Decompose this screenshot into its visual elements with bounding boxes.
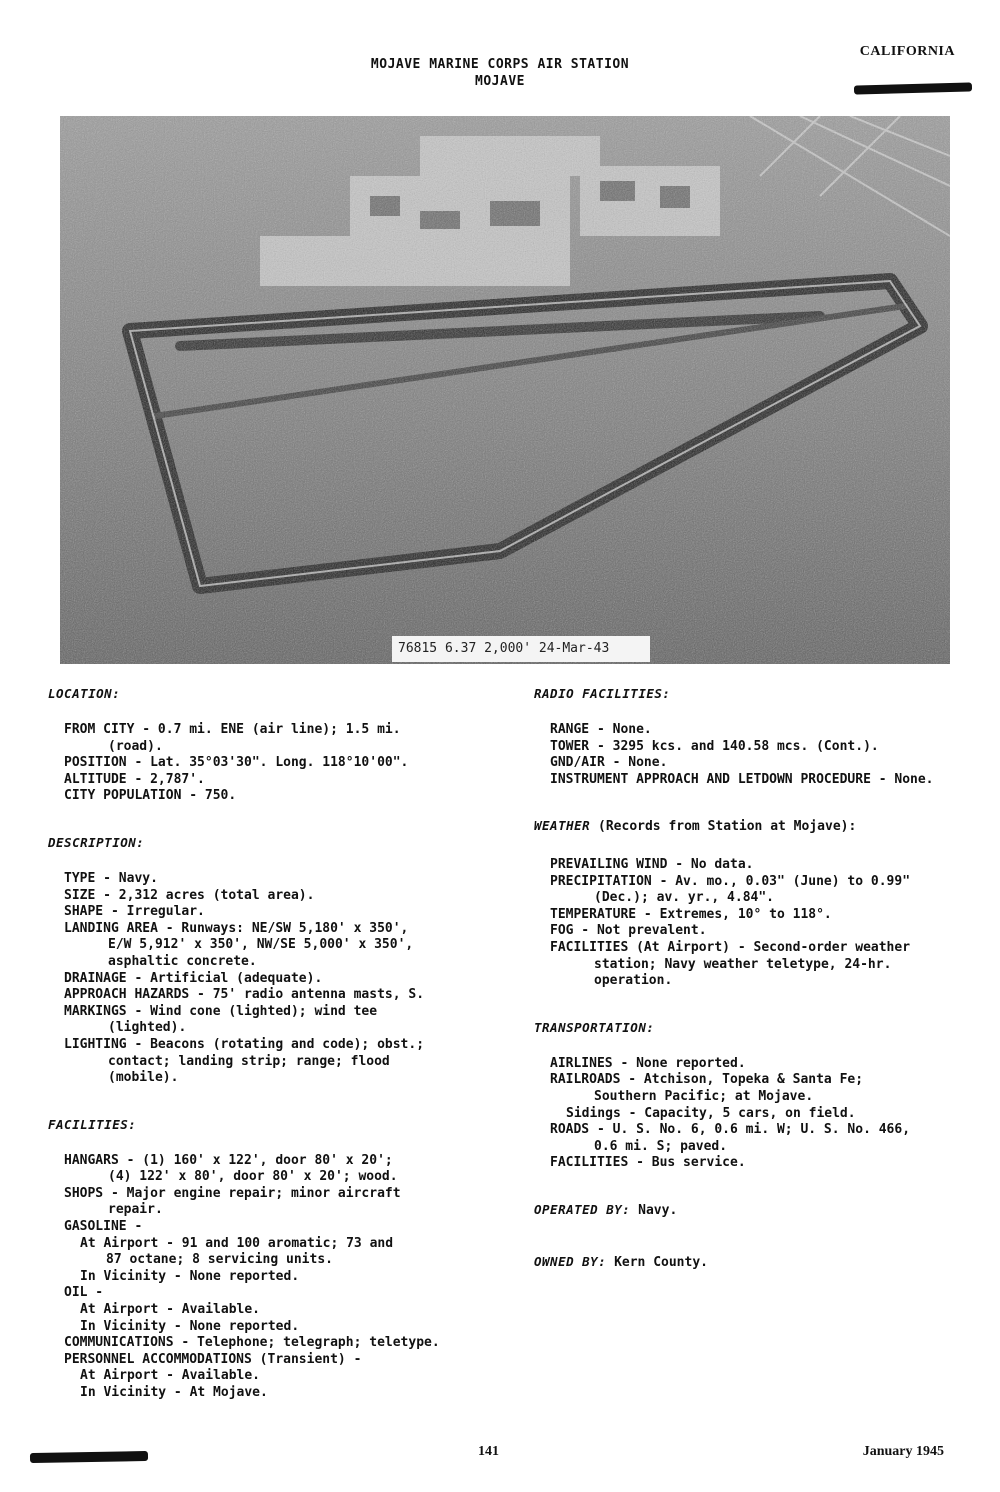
facilities-line: repair. — [108, 1202, 163, 1218]
transportation-line: RAILROADS - Atchison, Topeka & Santa Fe; — [550, 1072, 864, 1088]
transportation-line: Southern Pacific; at Mojave. — [594, 1088, 814, 1104]
weather-line: PREVAILING WIND - No data. — [550, 856, 754, 872]
weather-line: FOG - Not prevalent. — [550, 923, 707, 939]
description-line: E/W 5,912' x 350', NW/SE 5,000' x 350', — [108, 937, 414, 953]
weather-line: operation. — [594, 973, 673, 989]
weather-line: (Dec.); av. yr., 4.84". — [594, 890, 775, 906]
facilities-line: COMMUNICATIONS - Telephone; telegraph; teletype. — [64, 1335, 440, 1351]
facilities-line: In Vicinity - None reported. — [80, 1318, 300, 1334]
facilities-line: 87 octane; 8 servicing units. — [106, 1252, 333, 1268]
facilities-line: At Airport - Available. — [80, 1368, 261, 1384]
weather-heading-note: (Records from Station at Mojave): — [598, 819, 857, 835]
owned-by-row — [534, 1254, 974, 1272]
description-line: (lighted). — [108, 1020, 187, 1036]
owned-by-heading: OWNED BY: — [534, 1254, 607, 1270]
transportation-line: FACILITIES - Bus service. — [550, 1155, 746, 1171]
radio-line: TOWER - 3295 kcs. and 140.58 mcs. (Cont.). — [550, 738, 879, 754]
description-line: SIZE - 2,312 acres (total area). — [64, 887, 315, 903]
facilities-line: In Vicinity - None reported. — [80, 1268, 300, 1284]
facilities-line: HANGARS - (1) 160' x 122', door 80' x 20'; — [64, 1152, 393, 1168]
radio-line: INSTRUMENT APPROACH AND LETDOWN PROCEDURE - None. — [550, 771, 934, 787]
radio-line: RANGE - None. — [550, 722, 652, 737]
description-line: MARKINGS - Wind cone (lighted); wind tee — [64, 1003, 378, 1019]
facilities-line: At Airport - 91 and 100 aromatic; 73 and — [80, 1235, 394, 1251]
location-line: (road). — [108, 738, 163, 754]
transportation-heading: TRANSPORTATION: — [534, 1019, 655, 1035]
facilities-line: In Vicinity - At Mojave. — [80, 1385, 268, 1400]
description-line: APPROACH HAZARDS - 75' radio antenna masts, S. — [64, 987, 425, 1003]
weather-line: FACILITIES (At Airport) - Second-order weather — [550, 939, 911, 955]
transportation-line: Sidings - Capacity, 5 cars, on field. — [566, 1105, 856, 1121]
left-column — [48, 686, 488, 1402]
redaction-mark — [30, 1451, 148, 1463]
page-title — [0, 56, 1000, 90]
transportation-line: 0.6 mi. S; paved. — [594, 1138, 728, 1154]
weather-heading-row — [534, 818, 974, 836]
description-line: LIGHTING - Beacons (rotating and code); obst.; — [64, 1036, 425, 1052]
location-heading: LOCATION: — [48, 686, 121, 701]
operated-by-row — [534, 1202, 974, 1220]
operated-by-heading: OPERATED BY: — [534, 1201, 631, 1217]
state-label: CALIFORNIA — [859, 44, 955, 59]
description-line: SHAPE - Irregular. — [64, 904, 205, 920]
location-line: CITY POPULATION - 750. — [64, 788, 237, 804]
page-number: 141 — [478, 1444, 499, 1459]
description-line: contact; landing strip; range; flood — [108, 1053, 390, 1069]
description-line: LANDING AREA - Runways: NE/SW 5,180' x 350', — [64, 920, 409, 936]
weather-heading: WEATHER — [534, 818, 591, 834]
photo-caption: 76815 6.37 2,000' 24-Mar-43 — [392, 636, 650, 662]
facilities-line: PERSONNEL ACCOMMODATIONS (Transient) - — [64, 1351, 362, 1367]
facilities-line: SHOPS - Major engine repair; minor aircraft — [64, 1185, 401, 1201]
location-line: ALTITUDE - 2,787'. — [64, 771, 205, 787]
operated-by-value: Navy. — [638, 1202, 678, 1218]
aerial-photo-drawing — [60, 116, 950, 664]
weather-line: PRECIPITATION - Av. mo., 0.03" (June) to 0.99" — [550, 873, 911, 889]
title-line-1: MOJAVE MARINE CORPS AIR STATION — [370, 57, 630, 72]
description-heading: DESCRIPTION: — [48, 834, 145, 850]
radio-line: GND/AIR - None. — [550, 755, 668, 771]
transportation-line: ROADS - U. S. No. 6, 0.6 mi. W; U. S. No. 466, — [550, 1122, 911, 1138]
aerial-photo — [60, 116, 950, 664]
location-line: POSITION - Lat. 35°03'30". Long. 118°10'00". — [64, 755, 409, 771]
description-line: asphaltic concrete. — [108, 953, 257, 969]
description-line: TYPE - Navy. — [64, 870, 158, 886]
description-line: DRAINAGE - Artificial (adequate). — [64, 970, 323, 986]
weather-line: TEMPERATURE - Extremes, 10° to 118°. — [550, 906, 832, 922]
radio-heading: RADIO FACILITIES: — [534, 686, 671, 701]
title-line-2: MOJAVE — [475, 74, 525, 89]
facilities-line: At Airport - Available. — [80, 1302, 261, 1318]
right-column — [534, 686, 974, 1293]
facilities-line: GASOLINE - — [64, 1219, 143, 1235]
description-line: (mobile). — [108, 1070, 179, 1086]
weather-line: station; Navy weather teletype, 24-hr. — [594, 956, 892, 972]
location-line: FROM CITY - 0.7 mi. ENE (air line); 1.5 mi. — [64, 722, 401, 737]
transportation-line: AIRLINES - None reported. — [550, 1055, 746, 1071]
facilities-line: OIL - — [64, 1285, 104, 1301]
publication-date: January 1945 — [862, 1444, 944, 1459]
facilities-heading: FACILITIES: — [48, 1116, 137, 1132]
facilities-line: (4) 122' x 80', door 80' x 20'; wood. — [108, 1169, 398, 1185]
redaction-mark — [854, 82, 972, 94]
owned-by-value: Kern County. — [614, 1255, 708, 1271]
